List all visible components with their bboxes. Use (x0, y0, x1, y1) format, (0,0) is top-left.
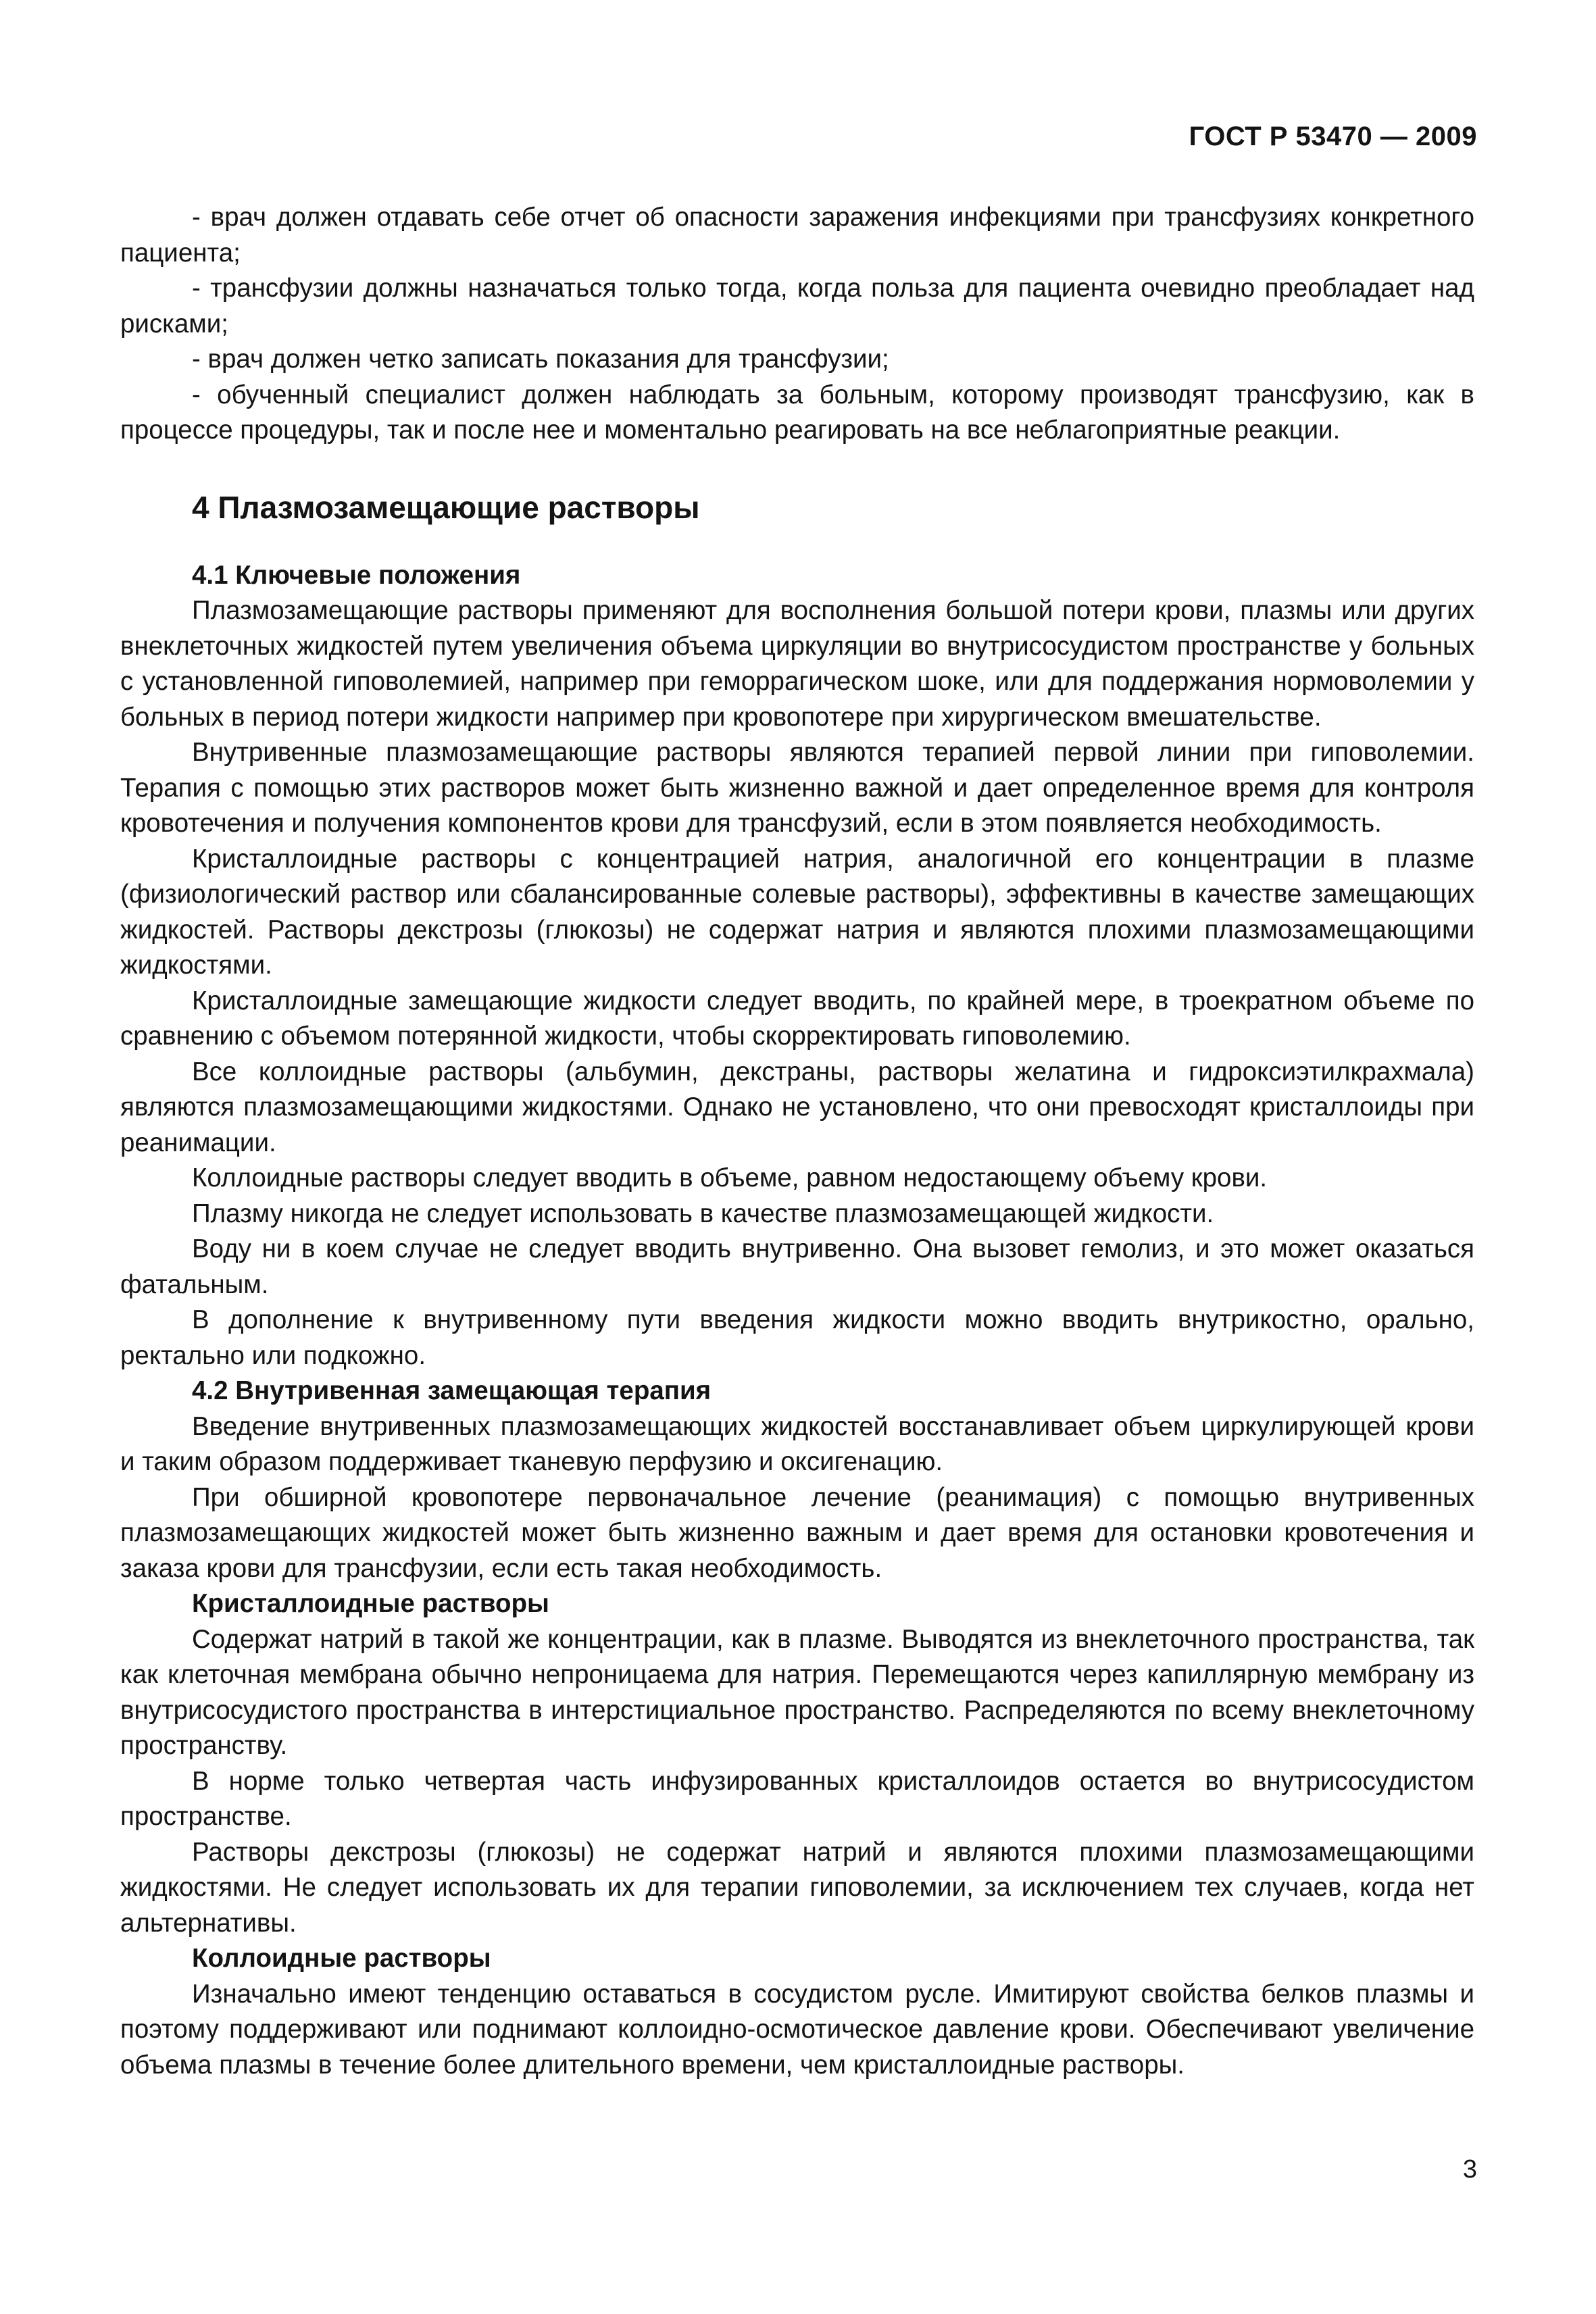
paragraph: Все коллоидные растворы (альбумин, декстраны, растворы желатина и гидроксиэтилкрахмала) являются плазмозамещающими жидкостями. Однако не установлено, что они превосходят кристаллоиды при реанимации. (120, 1057, 1474, 1157)
page-content (120, 200, 1474, 2083)
paragraph: Плазмозамещающие растворы применяют для восполнения большой потери крови, плазмы или других внеклеточных жидкостей путем увеличения объема циркуляции во внутрисосудистом пространстве у больных с установленной гиповолемией, например при геморрагическом шоке, или для поддержания нормоволемии у больных в период потери жидкости например при кровопотере при хирургическом вмешательстве. (120, 596, 1474, 732)
section-heading: 4 Плазмозамещающие растворы (192, 489, 700, 525)
paragraph: Кристаллоидные растворы с концентрацией натрия, аналогичной его концентрации в плазме (физиологический раствор или сбалансированные солевые растворы), эффективны в качестве замещающих жидкостей. Растворы декстрозы (глюкозы) не содержат натрия и являются плохими плазмозамещающими жидкостями. (120, 844, 1474, 980)
paragraph: В дополнение к внутривенному пути введения жидкости можно вводить внутрикостно, орально, ректально или подкожно. (120, 1305, 1474, 1370)
paragraph: Плазму никогда не следует использовать в качестве плазмозамещающей жидкости. (192, 1199, 1214, 1228)
paragraph: Введение внутривенных плазмозамещающих жидкостей восстанавливает объем циркулирующей крови и таким образом поддерживает тканевую перфузию и оксигенацию. (120, 1411, 1474, 1476)
standard-header: ГОСТ Р 53470 — 2009 (1189, 122, 1477, 151)
intro-item: - врач должен отдавать себе отчет об опасности заражения инфекциями при трансфузиях конкретного пациента; (120, 203, 1474, 268)
paragraph: Воду ни в коем случае не следует вводить внутривенно. Она вызовет гемолиз, и это может оказаться фатальным. (120, 1234, 1474, 1299)
page-number: 3 (1462, 2155, 1477, 2184)
intro-item: - врач должен четко записать показания для трансфузии; (192, 345, 889, 374)
subsection-heading: Коллоидные растворы (192, 1944, 491, 1973)
subsection-heading: 4.1 Ключевые положения (192, 560, 521, 590)
paragraph: При обширной кровопотере первоначальное лечение (реанимация) с помощью внутривенных плазмозамещающих жидкостей может быть жизненно важным и дает время для остановки кровотечения и заказа крови для трансфузии, если есть такая необходимость. (120, 1482, 1474, 1583)
subsection-heading: 4.2 Внутривенная замещающая терапия (192, 1376, 712, 1405)
paragraph: Внутривенные плазмозамещающие растворы являются терапией первой линии при гиповолемии. Терапия с помощью этих растворов может быть жизненно важной и дает определенное время для контроля кровотечения и получения компонентов крови для трансфузий, если в этом появляется необходимость. (120, 738, 1474, 838)
paragraph: В норме только четвертая часть инфузированных кристаллоидов остается во внутрисосудистом пространстве. (120, 1766, 1474, 1831)
paragraph: Кристаллоидные замещающие жидкости следует вводить, по крайней мере, в троекратном объеме по сравнению с объемом потерянной жидкости, чтобы скорректировать гиповолемию. (120, 986, 1474, 1051)
subsection-heading: Кристаллоидные растворы (192, 1589, 549, 1618)
paragraph: Растворы декстрозы (глюкозы) не содержат натрий и являются плохими плазмозамещающими жидкостями. Не следует использовать их для терапии гиповолемии, за исключением тех случаев, когда нет альтернативы. (120, 1837, 1474, 1938)
paragraph: Изначально имеют тенденцию оставаться в сосудистом русле. Имитируют свойства белков плазмы и поэтому поддерживают или поднимают коллоидно-осмотическое давление крови. Обеспечивают увеличение объема плазмы в течение более длительного времени, чем кристаллоидные растворы. (120, 1979, 1474, 2080)
paragraph: Содержат натрий в такой же концентрации, как в плазме. Выводятся из внеклеточного пространства, так как клеточная мембрана обычно непроницаема для натрия. Перемещаются через капиллярную мембрану из внутрисосудистого пространства в интерстициальное пространство. Распределяются по всему внеклеточному пространству. (120, 1624, 1474, 1760)
paragraph: Коллоидные растворы следует вводить в объеме, равном недостающему объему крови. (192, 1163, 1268, 1192)
intro-item: - трансфузии должны назначаться только тогда, когда польза для пациента очевидно преобладает над рисками; (120, 274, 1474, 338)
intro-item: - обученный специалист должен наблюдать за больным, которому производят трансфузию, как в процессе процедуры, так и после нее и моментально реагировать на все неблагоприятные реакции. (120, 380, 1474, 445)
